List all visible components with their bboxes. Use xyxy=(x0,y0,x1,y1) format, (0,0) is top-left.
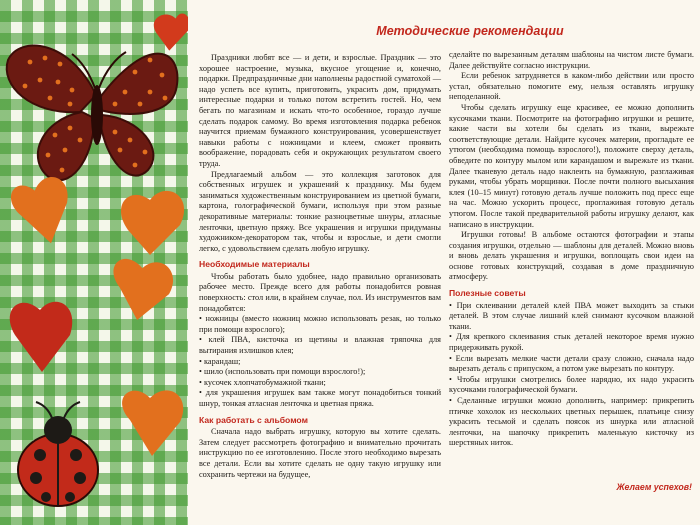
tips-list xyxy=(449,301,694,449)
decorative-panel xyxy=(0,0,188,525)
right-column xyxy=(449,50,694,449)
butterfly-icon xyxy=(7,46,178,181)
ladybug-icon xyxy=(18,402,98,506)
materials-list xyxy=(199,314,441,409)
list-item: • Если вырезать мелкие части детали сразу сложно, сначала надо вырезать деталь с припуском, а потом уже вырезать по контуру. xyxy=(449,354,694,375)
list-item: • При склеивании деталей клей ПВА может выходить за стыки деталей. В этом случае лишний клей снимают кусочком влажной ткани. xyxy=(449,301,694,333)
howto-heading: Как работать с альбомом xyxy=(199,414,308,425)
list-item: • Для крепкого склеивания стык деталей некоторое время нужно придерживать рукой. xyxy=(449,332,694,353)
list-item: • клей ПВА, кисточка из щетины и влажная тряпочка для вытирания излишков клея; xyxy=(199,335,441,356)
heart-icon xyxy=(122,390,183,456)
list-item: • Чтобы игрушки смотрелись более нарядно, их надо украсить кусочками голографической бумаги. xyxy=(449,375,694,396)
body-paragraph: сделайте по вырезанным деталям шаблоны на чистом листе бумаги. Далее действуйте согласно инструкции. xyxy=(449,50,694,70)
decorations-svg xyxy=(0,0,188,525)
materials-heading: Необходимые материалы xyxy=(199,259,310,270)
heart-icon xyxy=(121,191,184,255)
body-paragraph: Чтобы сделать игрушку еще красивее, ее можно дополнить кусочками ткани. Посмотрите на фотографию игрушки и решите, какие части вы хотели бы сделать из ткани, вырежьте соответствующие детали. Найдите кусочек материи, прогладьте ее утюгом (необходима помощь взрослого!), положите сверху деталь, обведите по контуру мылом или карандашом и вырежьте из ткани. Далее тканевую деталь надо наклеить на бумажную, разглаживая руками, чтобы убрать морщинки. После почти полного высыхания клея (10–15 минут) готовую деталь лучше положить под пресс еще на час. Можно ускорить процесс, проглаживая готовую деталь утюгом. После такой предварительной работы игрушку делают, как написано в инструкции. xyxy=(449,102,694,229)
materials-intro: Чтобы работать было удобнее, надо правильно организовать рабочее место. Прежде всего для работы понадобится ровная поверхность: стол или, в крайнем случае, пол. Из инструментов вам понадобятся: xyxy=(199,271,441,313)
tips-heading: Полезные советы xyxy=(449,288,526,299)
left-column xyxy=(199,53,441,480)
list-item: • карандаш; xyxy=(199,357,441,368)
howto-paragraph: Сначала надо выбрать игрушку, которую вы хотите сделать. Затем следует рассмотреть фотографию и внимательно прочитать инструкцию по ее изготовлению. После этого необходимо вырезать все детали. Если вы хотите сделать не одну такую игрушку или сохранить чертежи на будущее, xyxy=(199,427,441,479)
list-item: • ножницы (вместо ножниц можно использовать резак, но только при помощи взрослого); xyxy=(199,314,441,335)
heart-icon xyxy=(107,256,175,324)
text-page xyxy=(190,0,698,525)
body-paragraph: Если ребенок затрудняется в каком-либо действии или просто устал, обязательно помогите ему, нельзя оставлять игрушку неподеланной. xyxy=(449,71,694,102)
list-item: • шило (использовать при помощи взрослого!); xyxy=(199,367,441,378)
list-item: • Сделанные игрушки можно дополнить, например: прикрепить птичке хохолок из нескольких цветных перышек, платьице снизу украсить тесьмой и сделать поясок из шнурка или атласной ленточки, на шапочку прикрепить маленькую кисточку из шерстяных ниток. xyxy=(449,396,694,449)
heart-icon xyxy=(8,174,79,251)
list-item: • кусочек хлопчатобумажной ткани; xyxy=(199,378,441,389)
heart-icon xyxy=(152,10,188,53)
body-paragraph: Игрушки готовы! В альбоме остаются фотографии и этапы создания игрушки, отдельно — шаблоны для деталей. Можно вновь и вновь делать украшения и игрушки, воплощать свои идеи на основе готовых конструкций, создавая в доме праздничную атмосферу. xyxy=(449,230,694,282)
intro-paragraph: Праздники любят все — и дети, и взрослые. Праздник — это хорошее настроение, музыка, вкусное угощение и, конечно, подарки. Предпраздничные дни наполнены радостной суматохой — надо успеть все купить, приготовить, украсить дом, придумать интересные подарки и только потом встретить гостей. Но, чем бегать по магазинам и искать что-то особенное, гораздо лучше сделать подарок самому. Во время изготовления подарка ребенок научится приемам бумажного конструирования, усовершенствует навыки работы с ножницами и клеем, сможет проявить воображение, порадовать себя и окружающих результатом своего труда. xyxy=(199,53,441,168)
intro-paragraph: Предлагаемый альбом — это коллекция заготовок для собственных игрушек и украшений к празднику. Мы будем заниматься художественным конструированием из цветной бумаги, картона, голографической бумаги, используя при этом разные декоративные материалы: тонкие разноцветные шнуры, атласные ленточки, цветную пряжу. Все украшения и игрушки придуманы художником-декоратором так, чтобы и взрослые, и дети смогли легко, с удовольствием сделать любую игрушку. xyxy=(199,169,441,253)
page-title: Методические рекомендации xyxy=(376,24,564,38)
heart-icon xyxy=(10,302,73,372)
list-item: • для украшения игрушек вам также могут понадобиться тонкий шнур, тонкая атласная ленточка и цветная пряжа. xyxy=(199,388,441,409)
closing-line: Желаем успехов! xyxy=(616,482,692,492)
